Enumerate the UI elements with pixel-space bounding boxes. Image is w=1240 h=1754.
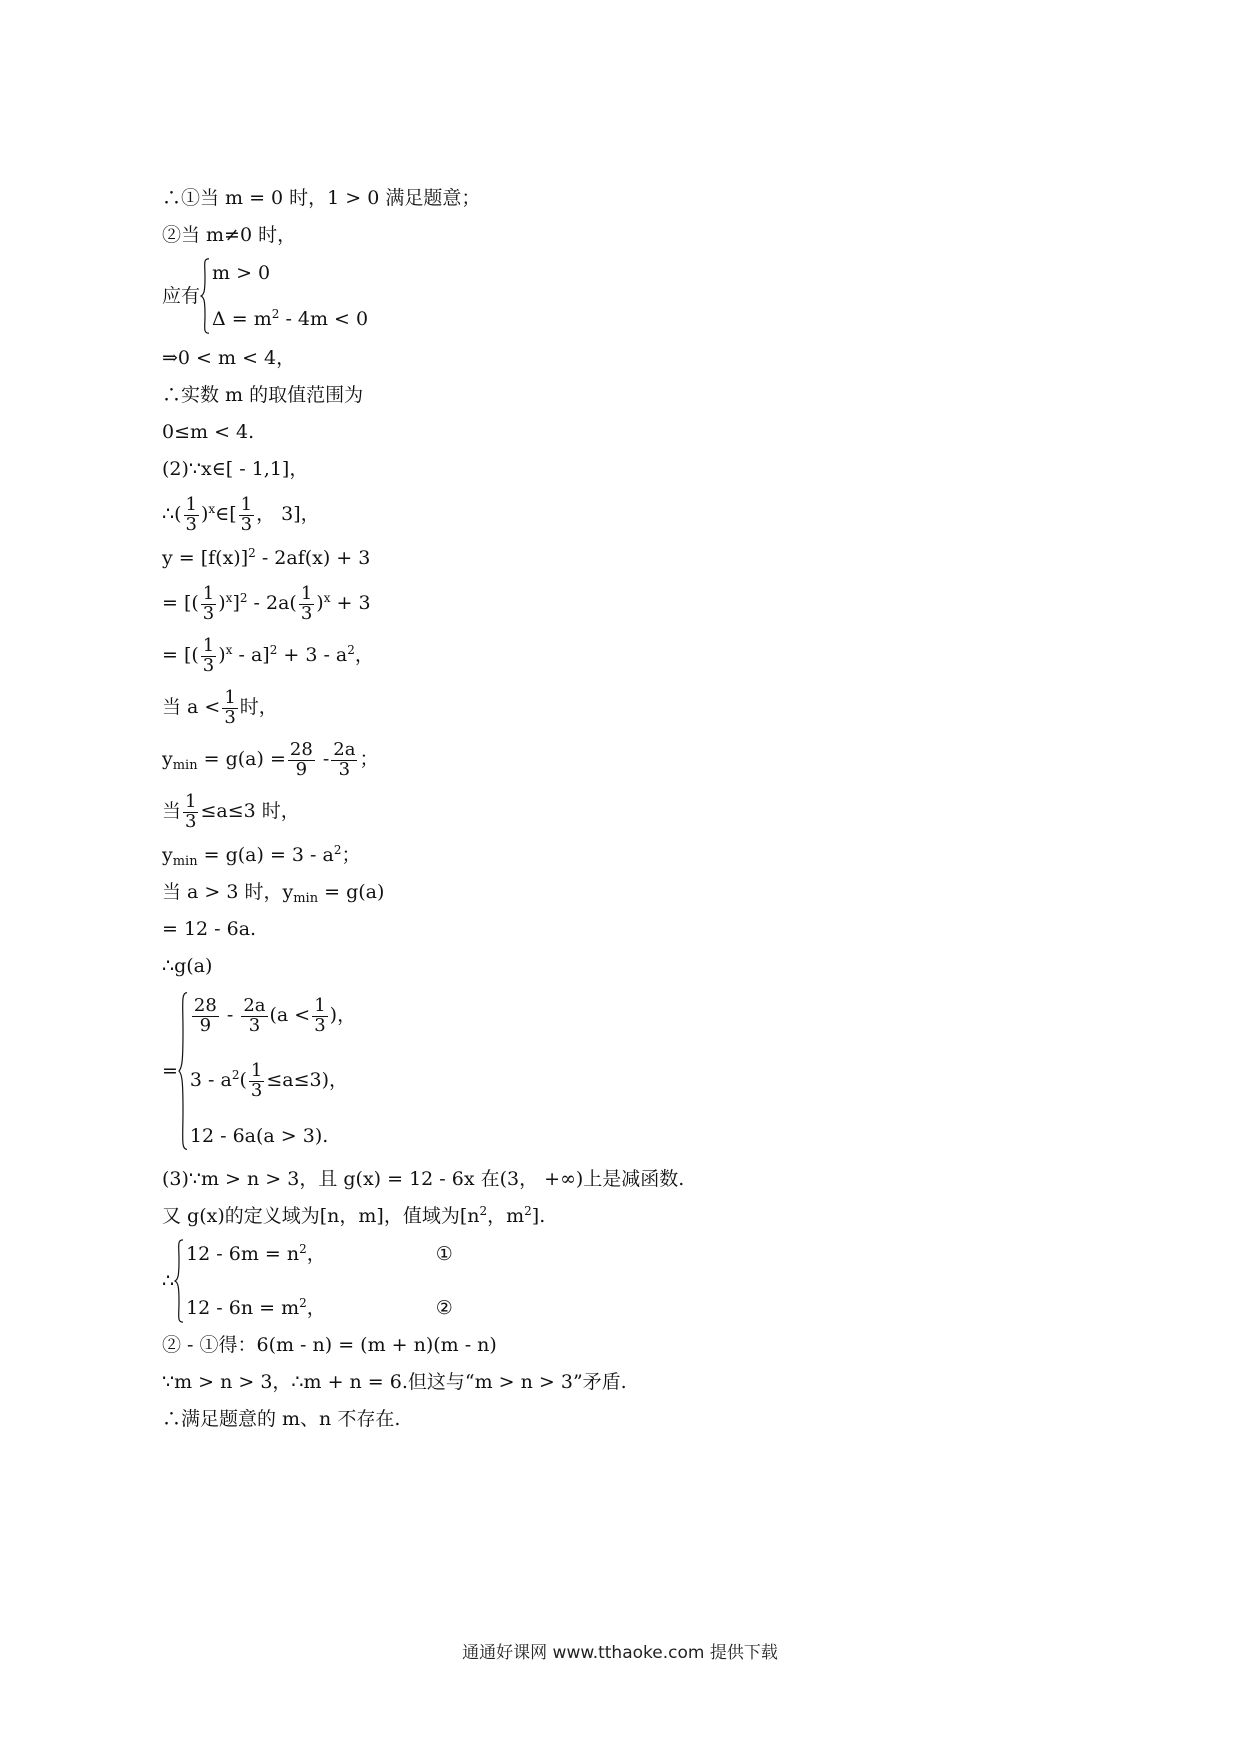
equation-row-1: $12 - 6m = n^2$， ① (186, 1239, 453, 1269)
line-part-2: (2)∵x∈[ - 1,1]， (162, 458, 309, 480)
line-case-a-middle: 当 $\frac{1}{3}$ ≤a≤3 时， (162, 790, 300, 832)
line-domain-range: 又 g(x)的定义域为[n，m]，值域为[$n^2$，$m^2$]. (162, 1204, 546, 1227)
piecewise-row-1: $\frac{28}{9}$ - $\frac{2a}{3}$ (a < $\frac{1}{3}$ )， (193, 994, 357, 1036)
line-range-intro: ∴实数 m 的取值范围为 (162, 384, 364, 406)
line-ymin-case-1: $y_{min} = g(a)$ = $\frac{28}{9}$ - $\frac{2a}{3}$ ； (162, 738, 379, 780)
line-part-3: (3)∵m > n > 3，且 g(x) = 12 - 6x 在(3， +∞)上是减函数. (162, 1168, 685, 1190)
line-case-a-greater: 当 a > 3 时，$y_{min} = g(a)$ (162, 881, 385, 906)
piecewise-row-2: $3 - a^2$( $\frac{1}{3}$ ≤a≤3)， (189, 1059, 349, 1101)
line-conclusion: ∴满足题意的 m、n 不存在. (162, 1408, 401, 1430)
condition-system: 应有 m > 0 $\Delta = m^2 - 4m < 0$ (162, 258, 368, 334)
line-implies: ⇒0 < m < 4， (162, 347, 296, 369)
equation-row-2: $12 - 6n = m^2$， ② (186, 1293, 453, 1323)
line-y-expand: = [( $\frac{1}{3}$ )$^x$]$^2$ - 2a( $\frac{1}{3}$ )$^x$ + 3 (162, 582, 371, 624)
fraction: $\frac{1}{3}$ (202, 582, 215, 624)
line-case-m-zero: ∴①当 m = 0 时，1 > 0 满足题意； (162, 187, 481, 209)
line-ymin-case-2: $y_{min} = g(a) = 3 - a^2$； (162, 843, 361, 869)
line-piecewise (162, 985, 1082, 1161)
piecewise-system: = $\frac{28}{9}$ - $\frac{2a}{3}$ (a < $\frac{1}{3}$ )， $3 - a^2$( $\frac{1}{3}$ ≤a≤3)， 12 - 6a(a > 3). (162, 991, 356, 1151)
fraction: $\frac{1}{3}$ (202, 634, 215, 676)
equation-system: ∴ $12 - 6m = n^2$， ① $12 - 6n = m^2$， ② (162, 1239, 453, 1323)
line-exp-range: ∴( $\frac{1}{3}$ )$^x$∈[ $\frac{1}{3}$ ， 3]， (162, 493, 320, 535)
line-y-complete-square: = [( $\frac{1}{3}$ )$^x - a]^2 + 3 - a^2$， (162, 634, 374, 676)
fraction: $\frac{1}{3}$ (185, 493, 197, 535)
equation-mark-1: ① (435, 1243, 453, 1265)
line-case-a-less: 当 a < $\frac{1}{3}$ 时， (162, 686, 278, 728)
condition-row-2: $\Delta = m^2 - 4m < 0$ (212, 307, 369, 330)
line-subtract: ② - ①得：6(m - n) = (m + n)(m - n) (162, 1334, 497, 1356)
line-range-result: 0≤m < 4. (162, 421, 255, 443)
fraction: $\frac{28}{9}$ (289, 738, 313, 780)
line-y-def: $y = [f(x)]^2 - 2af(x) + 3$ (162, 546, 371, 569)
fraction: $\frac{2a}{3}$ (333, 738, 356, 780)
piecewise-row-3: 12 - 6a(a > 3). (189, 1125, 329, 1147)
condition-row-1: m > 0 (212, 262, 271, 284)
page-footer: 通通好课网 www.tthaoke.com 提供下载 (462, 1643, 778, 1663)
line-ymin-case-3: = 12 - 6a. (162, 918, 257, 940)
fraction: $\frac{1}{3}$ (185, 790, 197, 832)
line-case-m-nonzero: ②当 m≠0 时， (162, 224, 297, 246)
left-brace-icon (178, 991, 188, 1151)
left-brace-icon (174, 1239, 184, 1323)
fraction: $\frac{1}{3}$ (240, 493, 253, 535)
line-equation-system (162, 1235, 1082, 1327)
left-brace-icon (200, 258, 210, 334)
equation-mark-2: ② (435, 1297, 453, 1319)
line-contradiction: ∵m > n > 3，∴m + n = 6.但这与“m > n > 3”矛盾. (162, 1371, 627, 1393)
fraction: $\frac{1}{3}$ (300, 582, 313, 624)
fraction: $\frac{1}{3}$ (224, 686, 236, 728)
line-condition-system (162, 254, 1082, 340)
solution-body (162, 180, 1082, 1438)
line-g-of-a: ∴g(a) (162, 955, 213, 977)
